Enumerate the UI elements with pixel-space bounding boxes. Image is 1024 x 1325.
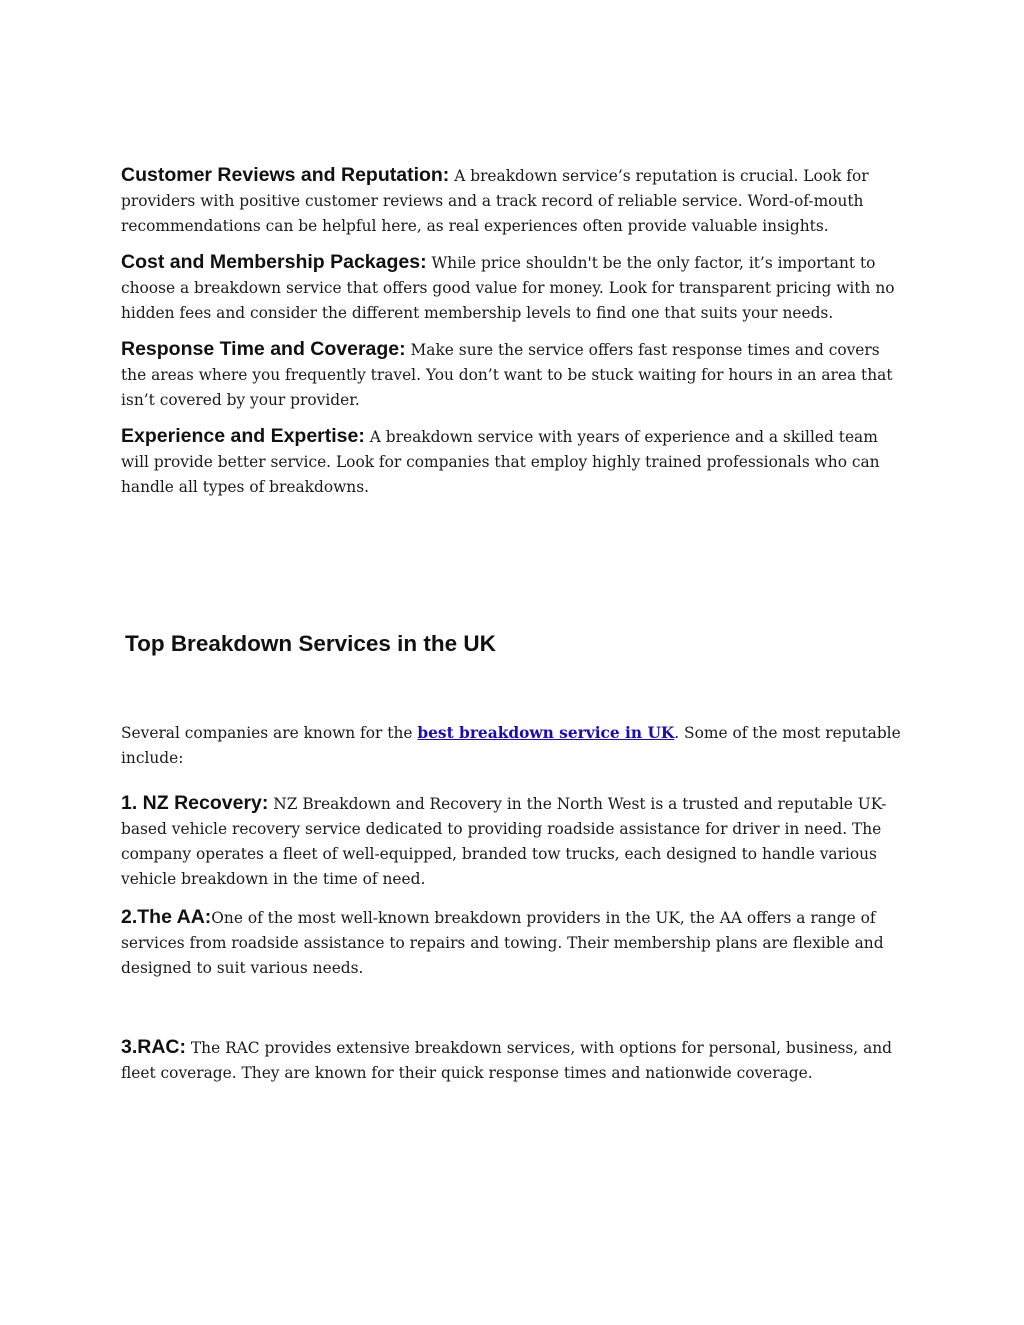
provider-body: NZ Breakdown and Recovery in the North West is a trusted and reputable UK-based vehicle recovery service dedicated to providing roadside assistance for driver in need. The company operates a fleet of well-equipped, branded tow trucks, each designed to handle various vehicle breakdown in the time of need. xyxy=(121,795,887,888)
best-breakdown-service-link[interactable]: best breakdown service in UK xyxy=(417,724,675,742)
provider-body: The RAC provides extensive breakdown services, with options for personal, business, and fleet coverage. They are known for their quick response times and nationwide coverage. xyxy=(121,1039,893,1082)
providers-section xyxy=(121,721,906,1086)
section-experience xyxy=(121,424,906,500)
section-cost-membership xyxy=(121,250,906,326)
provider-nz-recovery xyxy=(121,791,906,892)
section-body: A breakdown service’s reputation is crucial. Look for providers with positive customer reviews and a track record of reliable service. Word-of-mouth recommendations can be helpful here, as real experiences often provide valuable insights. xyxy=(121,167,869,235)
document-page xyxy=(121,163,906,1082)
section-lead: Response Time and Coverage: xyxy=(121,338,406,360)
intro-text-before: Several companies are known for the xyxy=(121,724,418,742)
provider-the-aa xyxy=(121,905,906,981)
section-response-time xyxy=(121,337,906,413)
section-body: Make sure the service offers fast response times and covers the areas where you frequently travel. You don’t want to be stuck waiting for hours in an area that isn’t covered by your provider. xyxy=(121,341,893,409)
provider-rac xyxy=(121,1035,906,1086)
section-body: A breakdown service with years of experience and a skilled team will provide better service. Look for companies that employ highly trained professionals who can handle all types of breakdowns. xyxy=(121,428,880,496)
provider-lead: 3.RAC: xyxy=(121,1036,187,1058)
intro-text-after: . Some of the most reputable include: xyxy=(121,724,901,767)
section-heading: Top Breakdown Services in the UK xyxy=(125,631,496,656)
provider-body: One of the most well-known breakdown providers in the UK, the AA offers a range of services from roadside assistance to repairs and towing. Their membership plans are flexible and designed to suit various needs. xyxy=(121,909,884,977)
section-lead: Experience and Expertise: xyxy=(121,425,365,447)
intro-paragraph xyxy=(121,721,906,771)
section-customer-reviews xyxy=(121,163,906,239)
provider-lead: 2.The AA: xyxy=(121,906,212,928)
section-lead: Customer Reviews and Reputation: xyxy=(121,164,450,186)
section-lead: Cost and Membership Packages: xyxy=(121,251,427,273)
provider-lead: 1. NZ Recovery: xyxy=(121,792,269,814)
section-body: While price shouldn't be the only factor, it’s important to choose a breakdown service that offers good value for money. Look for transparent pricing with no hidden fees and consider the different membership levels to find one that suits your needs. xyxy=(121,254,895,322)
